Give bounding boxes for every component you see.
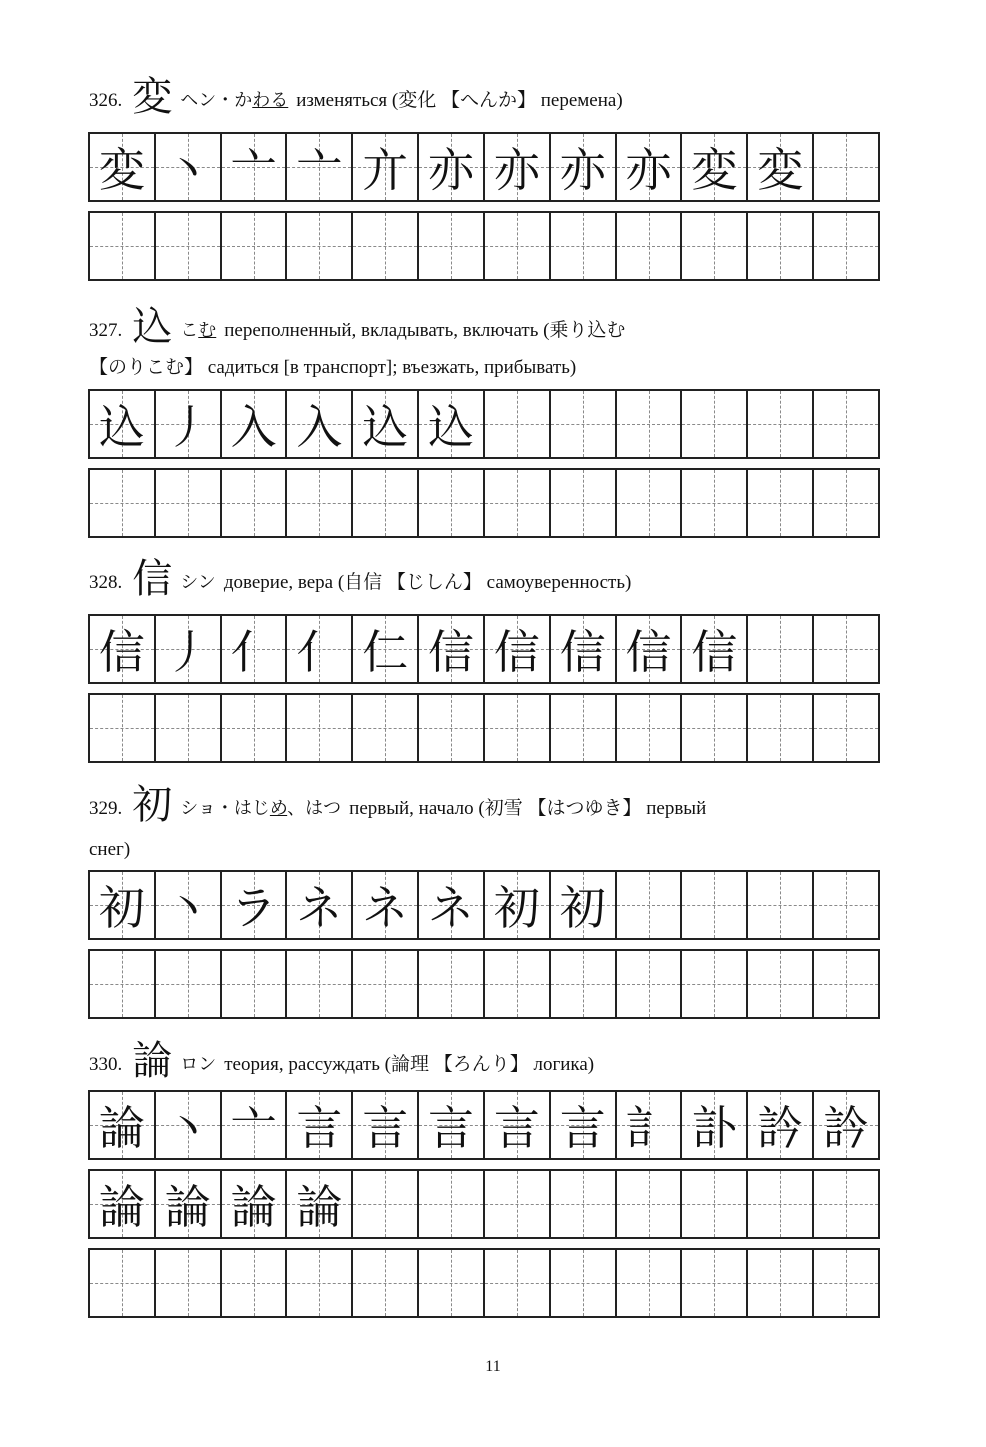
stroke-cell — [551, 1171, 617, 1237]
stroke-cell — [156, 616, 222, 682]
stroke-cell — [222, 1171, 288, 1237]
practice-cell — [222, 470, 288, 536]
stroke-glyph: 変 — [691, 143, 738, 197]
stroke-cell — [485, 872, 551, 938]
stroke-order-grid — [88, 389, 880, 459]
practice-cell — [90, 213, 156, 279]
practice-cell — [419, 470, 485, 536]
stroke-cell — [419, 1092, 485, 1158]
entry-meaning: изменяться (変化 【へんか】 перемена) — [296, 90, 623, 111]
stroke-cell — [287, 391, 353, 457]
stroke-cell — [617, 872, 683, 938]
practice-cell — [748, 213, 814, 279]
entry-326-heading — [89, 74, 623, 120]
stroke-cell — [682, 872, 748, 938]
stroke-cell — [617, 1171, 683, 1237]
stroke-cell — [748, 134, 814, 200]
stroke-cell — [90, 391, 156, 457]
practice-cell — [814, 1250, 878, 1316]
stroke-cell — [551, 1092, 617, 1158]
stroke-cell — [814, 1092, 878, 1158]
entry-meaning: первый, начало (初雪 【はつゆき】 первый — [349, 798, 707, 819]
practice-cell — [814, 213, 878, 279]
stroke-cell — [551, 134, 617, 200]
stroke-cell — [156, 1171, 222, 1237]
practice-cell — [419, 213, 485, 279]
practice-cell — [682, 470, 748, 536]
stroke-cell — [287, 1171, 353, 1237]
stroke-cell — [551, 872, 617, 938]
practice-cell — [90, 470, 156, 536]
stroke-order-grid — [88, 614, 880, 684]
entry-329-heading-cont — [89, 837, 130, 863]
practice-grid — [88, 693, 880, 763]
practice-cell — [485, 695, 551, 761]
entry-kanji: 初 — [132, 782, 173, 828]
entry-number: 326. — [89, 90, 123, 111]
stroke-cell — [222, 872, 288, 938]
practice-cell — [551, 213, 617, 279]
practice-cell — [617, 213, 683, 279]
stroke-glyph: ネ — [362, 881, 409, 935]
entry-reading: こむ — [180, 320, 217, 341]
stroke-cell — [485, 1171, 551, 1237]
stroke-glyph: 亠 — [296, 143, 343, 197]
stroke-cell — [222, 134, 288, 200]
practice-cell — [156, 951, 222, 1017]
stroke-glyph: 初 — [559, 881, 606, 935]
stroke-cell — [617, 391, 683, 457]
stroke-cell — [287, 872, 353, 938]
stroke-cell — [90, 134, 156, 200]
practice-cell — [222, 695, 288, 761]
stroke-glyph: 論 — [98, 1101, 145, 1155]
stroke-glyph: 込 — [362, 400, 409, 454]
practice-cell — [748, 1250, 814, 1316]
entry-kanji: 論 — [132, 1038, 173, 1084]
stroke-cell — [353, 391, 419, 457]
stroke-cell — [353, 616, 419, 682]
stroke-cell — [287, 616, 353, 682]
entry-meaning-cont: 【のりこむ】 садиться [в транспорт]; въезжать, прибывать) — [89, 357, 577, 378]
practice-cell — [222, 951, 288, 1017]
stroke-cell — [90, 872, 156, 938]
stroke-glyph: 亻 — [230, 625, 277, 679]
practice-cell — [682, 1250, 748, 1316]
stroke-cell — [814, 1171, 878, 1237]
stroke-glyph: 亠 — [230, 1101, 277, 1155]
stroke-cell — [485, 134, 551, 200]
stroke-glyph: ネ — [296, 881, 343, 935]
practice-cell — [90, 951, 156, 1017]
stroke-glyph: 言 — [296, 1101, 343, 1155]
stroke-cell — [90, 1171, 156, 1237]
practice-cell — [156, 695, 222, 761]
practice-cell — [90, 1250, 156, 1316]
stroke-glyph: 変 — [757, 143, 804, 197]
entry-kanji: 込 — [132, 304, 173, 350]
stroke-order-grid — [88, 870, 880, 940]
practice-cell — [485, 213, 551, 279]
practice-cell — [551, 951, 617, 1017]
stroke-cell — [682, 1171, 748, 1237]
stroke-glyph: 訡 — [823, 1101, 870, 1155]
stroke-cell — [156, 391, 222, 457]
stroke-cell — [485, 616, 551, 682]
stroke-cell — [156, 1092, 222, 1158]
practice-grid — [88, 211, 880, 281]
stroke-glyph: 亦 — [625, 143, 672, 197]
stroke-glyph: 丶 — [164, 881, 211, 935]
stroke-glyph: 丶 — [164, 143, 211, 197]
entry-330-heading — [89, 1038, 595, 1084]
practice-grid — [88, 468, 880, 538]
stroke-cell — [551, 616, 617, 682]
entry-meaning: теория, рассуждать (論理 【ろんり】 логика) — [224, 1054, 595, 1075]
stroke-cell — [485, 391, 551, 457]
stroke-cell — [617, 1092, 683, 1158]
stroke-cell — [814, 872, 878, 938]
practice-cell — [551, 1250, 617, 1316]
practice-cell — [814, 951, 878, 1017]
stroke-glyph: 込 — [98, 400, 145, 454]
stroke-glyph: 亦 — [428, 143, 475, 197]
practice-cell — [419, 1250, 485, 1316]
practice-cell — [748, 470, 814, 536]
stroke-cell — [419, 872, 485, 938]
entry-327-heading-cont — [89, 355, 576, 381]
practice-cell — [156, 213, 222, 279]
stroke-order-grid — [88, 1090, 880, 1160]
stroke-cell — [419, 1171, 485, 1237]
entry-328-heading — [89, 556, 632, 602]
stroke-order-grid — [88, 132, 880, 202]
entry-number: 328. — [89, 572, 123, 593]
stroke-cell — [748, 616, 814, 682]
stroke-cell — [287, 1092, 353, 1158]
stroke-glyph: ラ — [230, 881, 277, 935]
practice-cell — [287, 470, 353, 536]
stroke-cell — [419, 134, 485, 200]
practice-cell — [419, 951, 485, 1017]
stroke-glyph: 仁 — [362, 625, 409, 679]
stroke-cell — [485, 1092, 551, 1158]
entry-meaning-cont: снег) — [89, 839, 131, 860]
stroke-cell — [682, 391, 748, 457]
stroke-glyph: 丿 — [164, 400, 211, 454]
stroke-glyph: ネ — [428, 881, 475, 935]
entry-reading: ショ・はじめ、はつ — [180, 798, 342, 819]
practice-cell — [748, 695, 814, 761]
practice-cell — [156, 470, 222, 536]
stroke-cell — [156, 872, 222, 938]
stroke-cell — [222, 616, 288, 682]
practice-cell — [353, 470, 419, 536]
practice-cell — [617, 470, 683, 536]
stroke-glyph: 信 — [625, 625, 672, 679]
practice-cell — [353, 695, 419, 761]
stroke-glyph: 論 — [296, 1180, 343, 1234]
stroke-glyph: 丿 — [164, 625, 211, 679]
entry-327-heading — [89, 304, 626, 350]
stroke-glyph: 論 — [164, 1180, 211, 1234]
stroke-cell — [814, 391, 878, 457]
entry-reading: ロン — [180, 1054, 217, 1075]
stroke-cell — [156, 134, 222, 200]
stroke-cell — [222, 391, 288, 457]
stroke-cell — [353, 1092, 419, 1158]
practice-cell — [551, 695, 617, 761]
practice-cell — [156, 1250, 222, 1316]
practice-cell — [419, 695, 485, 761]
practice-cell — [814, 470, 878, 536]
stroke-glyph: 丶 — [164, 1101, 211, 1155]
stroke-cell — [814, 616, 878, 682]
entry-meaning: переполненный, вкладывать, включать (乗り込む — [224, 320, 626, 341]
practice-cell — [485, 1250, 551, 1316]
entry-reading: シン — [180, 572, 216, 593]
practice-cell — [748, 951, 814, 1017]
stroke-cell — [748, 1092, 814, 1158]
practice-cell — [617, 1250, 683, 1316]
stroke-glyph: 論 — [230, 1180, 277, 1234]
stroke-cell — [682, 134, 748, 200]
stroke-glyph: 初 — [98, 881, 145, 935]
entry-number: 330. — [89, 1054, 123, 1075]
stroke-glyph: 言 — [362, 1101, 409, 1155]
practice-cell — [287, 695, 353, 761]
practice-cell — [90, 695, 156, 761]
stroke-glyph: 論 — [98, 1180, 145, 1234]
entry-meaning: доверие, вера (自信 【じしん】 самоуверенность) — [223, 572, 632, 593]
practice-cell — [617, 695, 683, 761]
stroke-glyph: 訡 — [757, 1101, 804, 1155]
stroke-cell — [353, 134, 419, 200]
entry-number: 327. — [89, 320, 123, 341]
practice-cell — [222, 1250, 288, 1316]
stroke-glyph: 訁 — [625, 1101, 672, 1155]
practice-grid — [88, 1248, 880, 1318]
stroke-glyph: 信 — [98, 625, 145, 679]
practice-cell — [287, 213, 353, 279]
stroke-glyph: 亦 — [493, 143, 540, 197]
stroke-cell — [222, 1092, 288, 1158]
stroke-glyph: 信 — [559, 625, 606, 679]
stroke-glyph: 入 — [230, 400, 277, 454]
stroke-glyph: 言 — [493, 1101, 540, 1155]
stroke-cell — [748, 872, 814, 938]
practice-cell — [814, 695, 878, 761]
entry-number: 329. — [89, 798, 123, 819]
stroke-glyph: 信 — [428, 625, 475, 679]
stroke-cell — [682, 616, 748, 682]
stroke-cell — [617, 616, 683, 682]
practice-cell — [682, 695, 748, 761]
stroke-glyph: 言 — [559, 1101, 606, 1155]
practice-cell — [682, 213, 748, 279]
stroke-cell — [551, 391, 617, 457]
stroke-glyph: 訃 — [691, 1101, 738, 1155]
stroke-cell — [90, 616, 156, 682]
stroke-cell — [90, 1092, 156, 1158]
practice-cell — [287, 1250, 353, 1316]
stroke-cell — [353, 872, 419, 938]
entry-329-heading — [89, 782, 707, 828]
stroke-glyph: 初 — [493, 881, 540, 935]
page-number: 11 — [485, 1358, 501, 1375]
stroke-cell — [748, 391, 814, 457]
practice-cell — [551, 470, 617, 536]
stroke-cell — [814, 134, 878, 200]
stroke-glyph: 亻 — [296, 625, 343, 679]
entry-kanji: 変 — [132, 74, 173, 120]
stroke-glyph: 亠 — [230, 143, 277, 197]
stroke-order-grid-continued — [88, 1169, 880, 1239]
stroke-glyph: 込 — [428, 400, 475, 454]
stroke-cell — [617, 134, 683, 200]
practice-cell — [485, 951, 551, 1017]
stroke-glyph: 言 — [428, 1101, 475, 1155]
stroke-glyph: 変 — [98, 143, 145, 197]
practice-cell — [353, 213, 419, 279]
entry-reading: ヘン・かわる — [180, 90, 289, 111]
practice-grid — [88, 949, 880, 1019]
stroke-cell — [419, 616, 485, 682]
practice-cell — [485, 470, 551, 536]
practice-cell — [682, 951, 748, 1017]
stroke-glyph: 亣 — [362, 143, 409, 197]
stroke-glyph: 信 — [691, 625, 738, 679]
stroke-glyph: 信 — [493, 625, 540, 679]
stroke-glyph: 亦 — [559, 143, 606, 197]
practice-cell — [222, 213, 288, 279]
stroke-cell — [748, 1171, 814, 1237]
practice-cell — [353, 1250, 419, 1316]
practice-cell — [353, 951, 419, 1017]
stroke-cell — [419, 391, 485, 457]
practice-cell — [287, 951, 353, 1017]
stroke-cell — [353, 1171, 419, 1237]
entry-kanji: 信 — [132, 556, 173, 602]
practice-cell — [617, 951, 683, 1017]
stroke-glyph: 入 — [296, 400, 343, 454]
stroke-cell — [287, 134, 353, 200]
stroke-cell — [682, 1092, 748, 1158]
